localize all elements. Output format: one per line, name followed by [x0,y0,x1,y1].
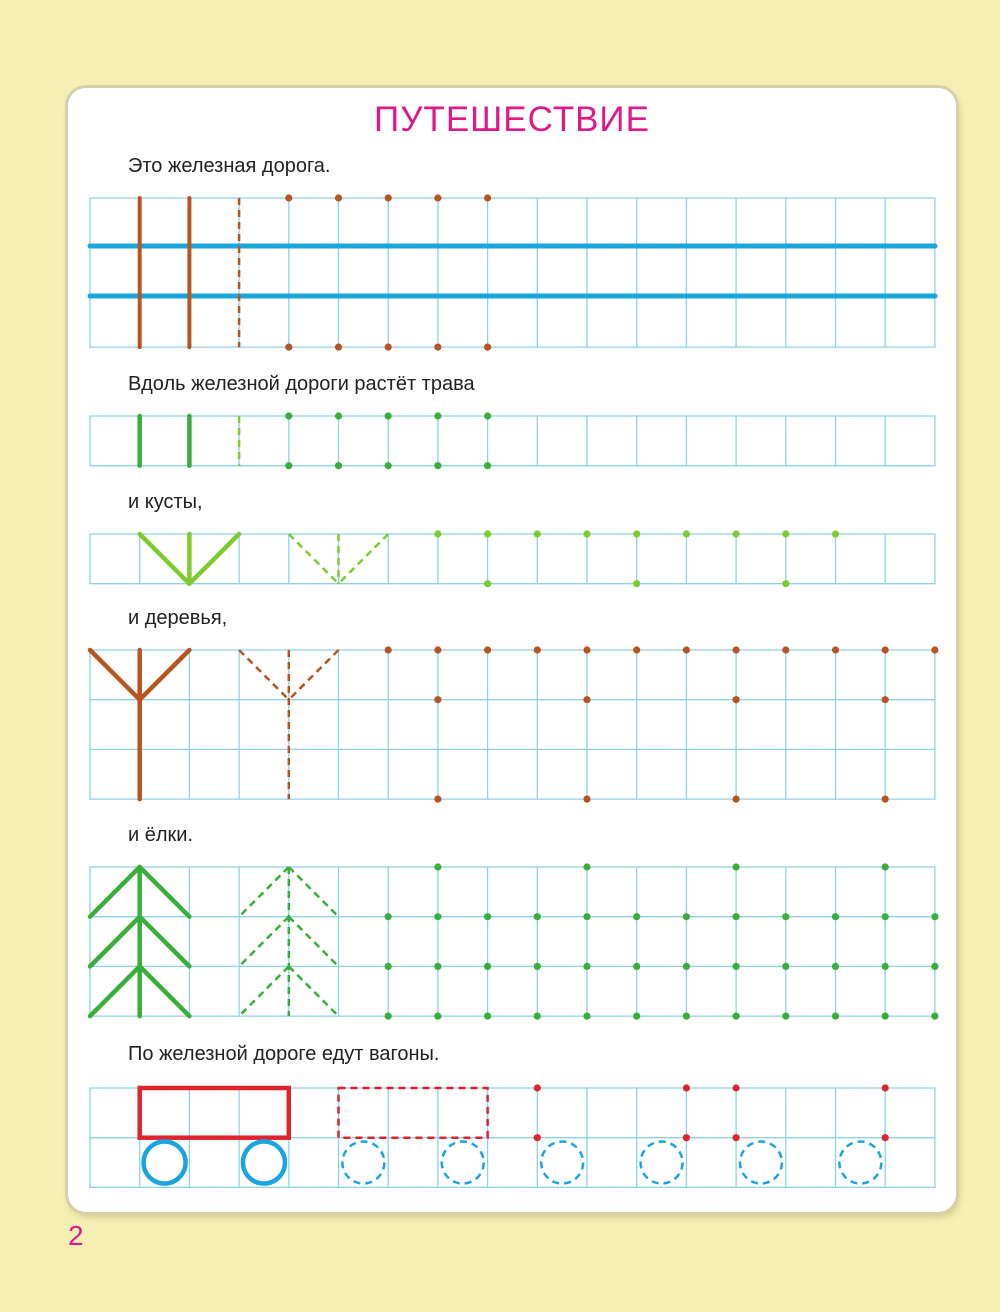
guide-dot [385,462,392,469]
guide-dot [434,530,441,537]
guide-dot [434,412,441,419]
guide-dot [733,696,740,703]
guide-dot [633,913,640,920]
guide-dot [931,913,938,920]
guide-dot [484,963,491,970]
guide-dot [434,913,441,920]
guide-dot [385,913,392,920]
guide-dot [484,646,491,653]
guide-dot [285,462,292,469]
guide-dot [782,963,789,970]
guide-dot [882,696,889,703]
guide-dot [931,646,938,653]
guide-dot [683,913,690,920]
guide-dot [683,1134,690,1141]
guide-dot [285,412,292,419]
guide-dot [534,1013,541,1020]
bush-dashed [289,534,339,584]
guide-dot [832,1013,839,1020]
guide-dot [484,913,491,920]
guide-dot [683,530,690,537]
fir-sample [90,966,140,1016]
guide-dot [882,913,889,920]
guide-dot [385,194,392,201]
fir-dashed [239,966,289,1016]
guide-dot [733,1013,740,1020]
bush-sample [189,534,239,584]
caption-wagons: По железной дороге едут вагоны. [128,1043,440,1065]
guide-dot [882,646,889,653]
caption-firs: и ёлки. [128,824,193,846]
tree-grid [90,646,939,802]
guide-dot [583,696,590,703]
guide-dot [782,646,789,653]
guide-dot [733,530,740,537]
guide-dot [434,462,441,469]
page-title: ПУТЕШЕСТВИЕ [374,100,650,139]
guide-dot [733,863,740,870]
guide-dot [683,1084,690,1091]
guide-dot [484,412,491,419]
guide-dot [484,344,491,351]
caption-grass: Вдоль железной дороги растёт трава [128,373,475,395]
tree-sample [140,650,190,700]
guide-dot [832,913,839,920]
guide-dot [534,646,541,653]
guide-dot [434,1013,441,1020]
wheel-sample [243,1142,285,1184]
fir-dashed [239,867,289,917]
guide-dot [733,913,740,920]
guide-dot [683,963,690,970]
guide-dot [733,1084,740,1091]
wheel-dashed [541,1142,583,1184]
guide-dot [733,1134,740,1141]
guide-dot [931,1013,938,1020]
guide-dot [534,1084,541,1091]
guide-dot [733,796,740,803]
guide-dot [583,646,590,653]
guide-dot [583,963,590,970]
guide-dot [534,913,541,920]
guide-dot [385,344,392,351]
caption-trees: и деревья, [128,607,228,629]
guide-dot [782,913,789,920]
guide-dot [434,863,441,870]
bush-dashed [339,534,389,584]
caption-bushes: и кусты, [128,491,203,513]
wagon-grid [90,1084,935,1187]
guide-dot [484,530,491,537]
fir-dashed [289,917,339,967]
fir-grid [90,863,939,1019]
guide-dot [583,913,590,920]
guide-dot [683,1013,690,1020]
guide-dot [583,863,590,870]
guide-dot [882,863,889,870]
guide-dot [484,580,491,587]
guide-dot [434,646,441,653]
tree-sample [90,650,140,700]
bush-sample [140,534,190,584]
guide-dot [434,796,441,803]
guide-dot [882,1013,889,1020]
guide-dot [434,963,441,970]
guide-dot [931,963,938,970]
tree-dashed [239,650,289,700]
guide-dot [534,1134,541,1141]
guide-dot [534,530,541,537]
guide-dot [484,1013,491,1020]
guide-dot [882,796,889,803]
fir-sample [140,966,190,1016]
guide-dot [733,646,740,653]
guide-dot [285,194,292,201]
fir-dashed [289,966,339,1016]
page-number: 2 [68,1220,84,1251]
guide-dot [683,646,690,653]
guide-dot [832,963,839,970]
fir-dashed [289,867,339,917]
fir-sample [140,867,190,917]
wheel-dashed [442,1142,484,1184]
tree-dashed [289,650,339,700]
guide-dot [633,1013,640,1020]
guide-dot [335,462,342,469]
guide-dot [583,530,590,537]
guide-dot [882,963,889,970]
guide-dot [633,530,640,537]
guide-dot [633,646,640,653]
guide-dot [832,530,839,537]
wheel-dashed [839,1142,881,1184]
wheel-dashed [740,1142,782,1184]
guide-dot [832,646,839,653]
guide-dot [782,530,789,537]
guide-dot [434,194,441,201]
guide-dot [583,1013,590,1020]
guide-dot [882,1134,889,1141]
guide-dot [534,963,541,970]
guide-dot [434,344,441,351]
bush-grid [90,530,935,587]
guide-dot [782,580,789,587]
railway-grid [90,194,935,350]
guide-dot [633,580,640,587]
fir-sample [90,867,140,917]
guide-dot [484,462,491,469]
guide-dot [335,344,342,351]
fir-sample [140,917,190,967]
guide-dot [335,194,342,201]
guide-dot [633,963,640,970]
guide-dot [733,963,740,970]
guide-dot [583,796,590,803]
guide-dot [434,696,441,703]
wheel-dashed [641,1142,683,1184]
wheel-dashed [342,1142,384,1184]
guide-dot [385,646,392,653]
guide-dot [782,1013,789,1020]
guide-dot [385,412,392,419]
fir-sample [90,917,140,967]
fir-dashed [239,917,289,967]
guide-dot [285,344,292,351]
guide-dot [335,412,342,419]
guide-dot [882,1084,889,1091]
caption-railway: Это железная дорога. [128,155,331,177]
guide-dot [484,194,491,201]
guide-dot [385,963,392,970]
wagon-body-sample [140,1088,289,1138]
guide-dot [385,1013,392,1020]
grass-grid [90,412,935,469]
wagon-body-dashed [339,1088,488,1138]
wheel-sample [144,1142,186,1184]
